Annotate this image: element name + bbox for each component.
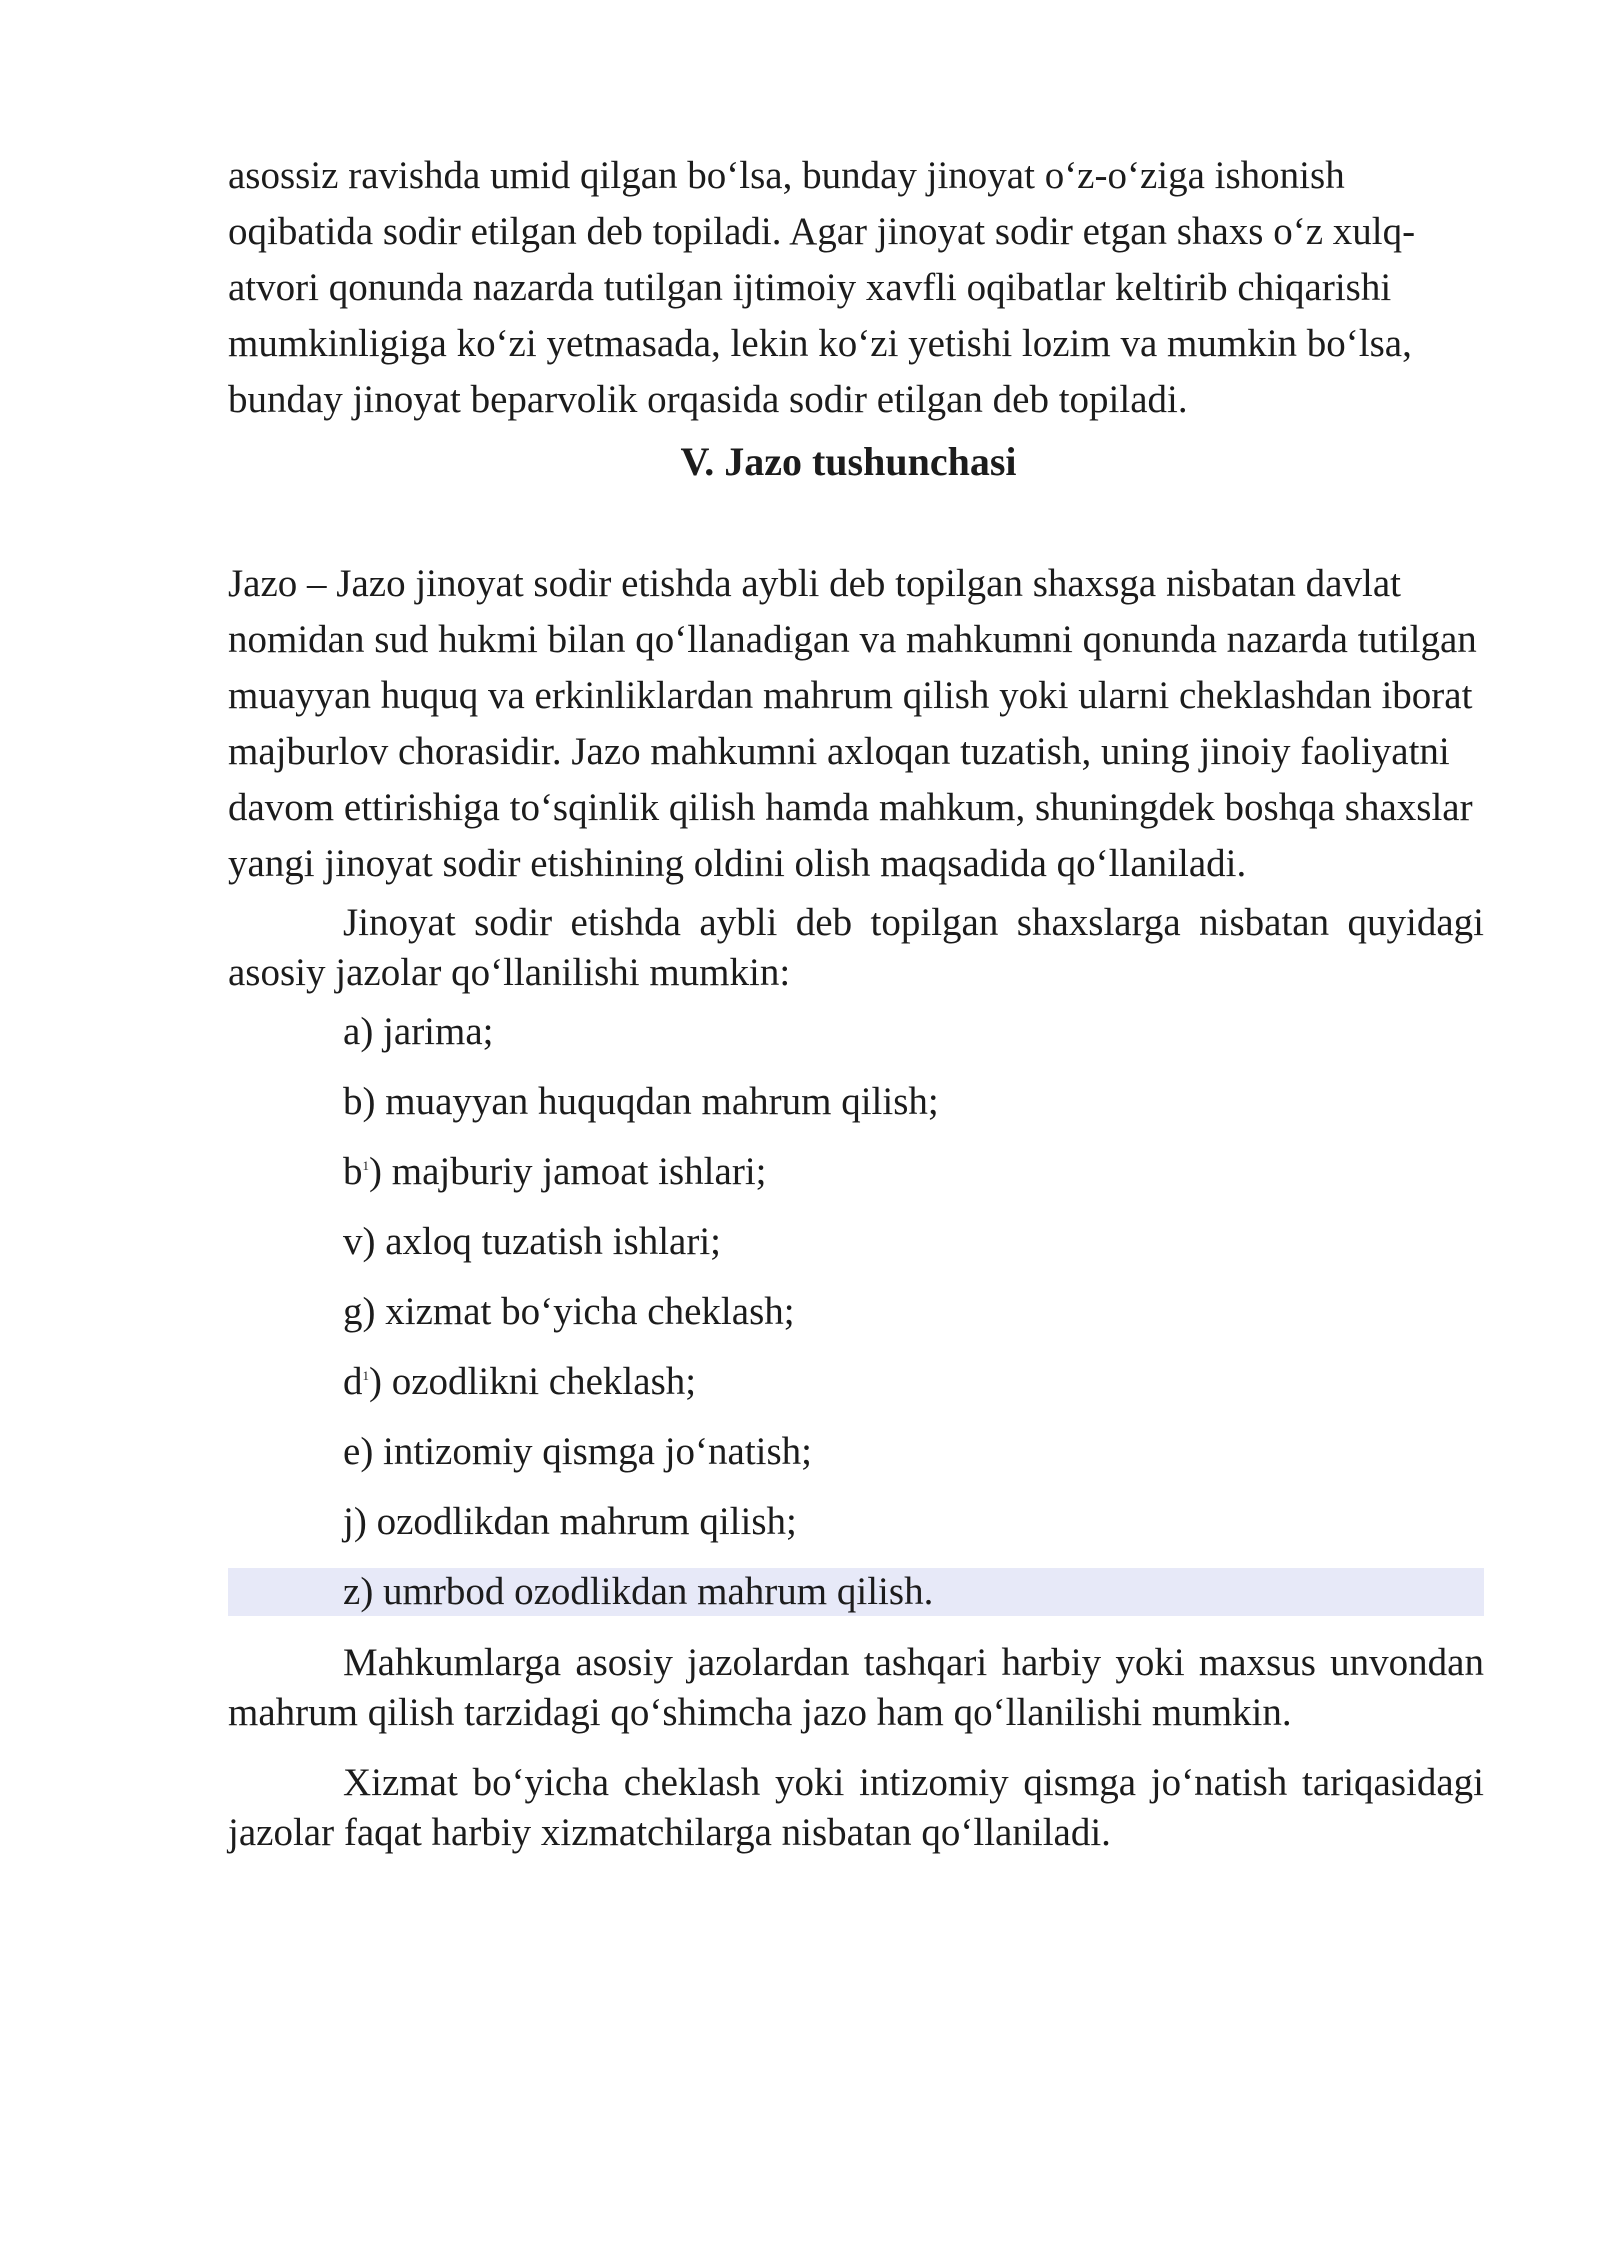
list-item: e) intizomiy qismga jo‘natish;	[343, 1430, 813, 1473]
list-item-highlighted: z) umrbod ozodlikdan mahrum qilish.	[228, 1568, 1484, 1616]
list-item: g) xizmat bo‘yicha cheklash;	[343, 1290, 795, 1333]
paragraph-definition: Jazo – Jazo jinoyat sodir etishda aybli deb topilgan shaxsga nisbatan davlat nomidan sud hukmi bilan qo‘llanadigan va mahkumni qonunda nazarda tutilgan muayyan huquq va erkinliklardan mahrum qilish yoki ularni cheklashdan iborat majburlov chorasidir. Jazo mahkumni axloqan tuzatish, uning jinoiy faoliyatni davom ettirishiga to‘sqinlik qilish hamda mahkum, shuningdek boshqa shaxslar yangi jinoyat sodir etishining oldini olish maqsadida qo‘llaniladi.	[228, 562, 1477, 885]
spacer	[228, 486, 1484, 556]
list-item: b) muayyan huquqdan mahrum qilish;	[343, 1080, 939, 1123]
list-item: v) axloq tuzatish ishlari;	[343, 1220, 722, 1263]
list-item: a) jarima;	[343, 1010, 494, 1053]
paragraph-intro: asossiz ravishda umid qilgan bo‘lsa, bunday jinoyat o‘z-o‘ziga ishonish oqibatida sodir etilgan deb topiladi. Agar jinoyat sodir etgan shaxs o‘z xulq-atvori qonunda nazarda tutilgan ijtimoiy xavfli oqibatlar keltirib chiqarishi mumkinligiga ko‘zi yetmasada, lekin ko‘zi yetishi lozim va mumkin bo‘lsa, bunday jinoyat beparvolik orqasida sodir etilgan deb topiladi.	[228, 154, 1416, 421]
punishment-list	[228, 1008, 1484, 1616]
list-item: $b^1$) majburiy jamoat ishlari;	[343, 1150, 767, 1193]
list-item: j) ozodlikdan mahrum qilish;	[343, 1500, 797, 1543]
document-page	[228, 148, 1484, 1858]
paragraph-military: Xizmat bo‘yicha cheklash yoki intizomiy qismga jo‘natish tariqasidagi jazolar faqat harbiy xizmatchilarga nisbatan qo‘llaniladi.	[228, 1761, 1484, 1854]
list-item: $d^1$) ozodlikni cheklash;	[343, 1360, 697, 1403]
section-heading: V. Jazo tushunchasi	[680, 439, 1017, 484]
paragraph-list-intro: Jinoyat sodir etishda aybli deb topilgan shaxslarga nisbatan quyidagi asosiy jazolar qo‘llanilishi mumkin:	[228, 901, 1484, 994]
paragraph-additional-punishment: Mahkumlarga asosiy jazolardan tashqari harbiy yoki maxsus unvondan mahrum qilish tarzidagi qo‘shimcha jazo ham qo‘llanilishi mumkin.	[228, 1641, 1484, 1734]
